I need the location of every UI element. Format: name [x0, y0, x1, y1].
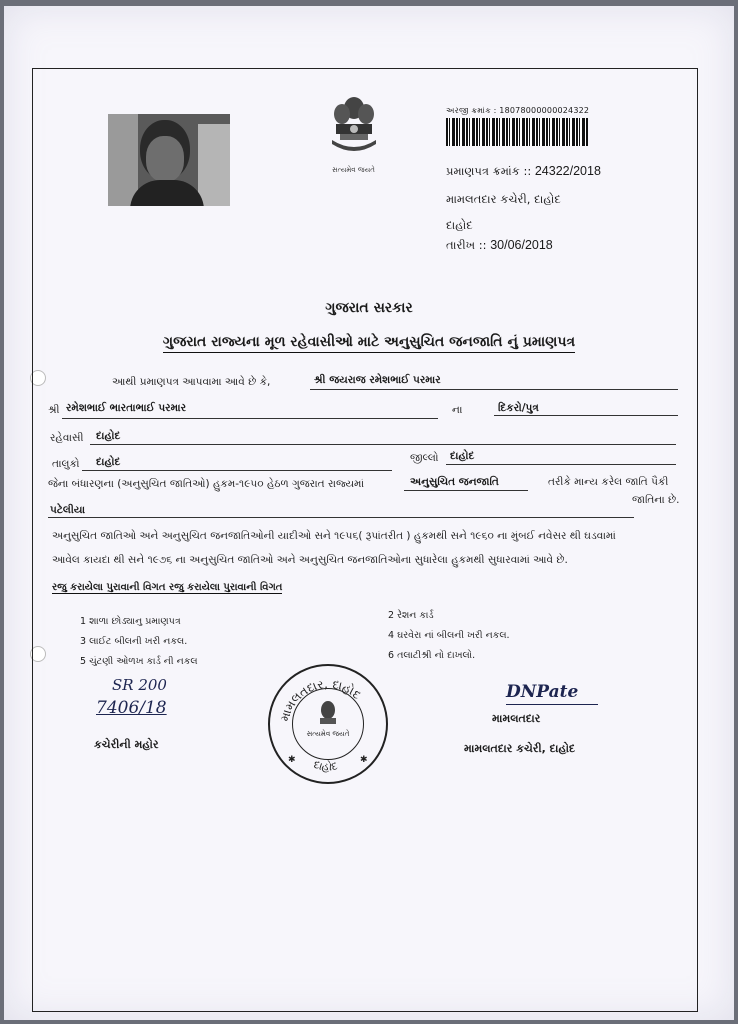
issuing-place: દાહોદ — [446, 218, 473, 232]
shri-label: શ્રી — [48, 404, 60, 416]
handwritten-register-note: SR 200 — [112, 676, 167, 694]
issue-date-label: તારીખ :: — [446, 238, 487, 252]
evidence-item: 4 ઘરવેરા નાં બીલની ખરી નકલ. — [388, 630, 510, 641]
seal-top-text: મામલતદાર, દાહોદ — [277, 676, 364, 723]
relation: દિકરો/પુત્ર — [498, 402, 539, 414]
application-number: અરજી ક્રમાંક : 18078000000024322 — [446, 106, 590, 115]
certificate-number-label: પ્રમાણપત્ર ક્રમાંક :: — [446, 164, 532, 178]
recognized-text: તરીકે માન્ય કરેલ જાતિ પૈકી — [548, 476, 669, 488]
officer-signature: DNPate — [506, 682, 579, 702]
emblem-caption: સત્યમેવ જયતે — [332, 166, 375, 174]
issuing-office: મામલતદાર કચેરી, દાહોદ — [446, 192, 561, 206]
order-text: જેના બંધારણના (અનુસુચિત જાતિઓ) હુકમ-૧૯૫૦ હેઠળ ગુજરાત રાજ્યમાં — [48, 478, 365, 490]
barcode — [446, 118, 588, 146]
legal-paragraph-line-1: અનુસુચિત જાતિઓ અને અનુસુચિત જનજાતિઓની યાદીઓ સને ૧૯૫૬( રૂપાંતરીત ) હુકમથી સને ૧૯૬૦ ના મુંબઈ નવેસર થી ઘડવામાં — [52, 530, 616, 542]
applicant-photo — [108, 114, 230, 206]
evidence-item: 6 તલાટીશ્રી નો દાખલો. — [388, 650, 476, 661]
na-label: ના — [452, 404, 463, 416]
svg-text:દાહોદ — [312, 758, 339, 774]
intro-text: આથી પ્રમાણપત્ર આપવામા આવે છે કે, — [112, 376, 271, 388]
issue-date-row — [446, 238, 553, 253]
category-value: અનુસુચિત જનજાતિ — [410, 476, 499, 488]
issue-date: 30/06/2018 — [490, 238, 553, 252]
certificate-title: ગુજરાત રાજ્યના મૂળ રહેવાસીઓ માટે અનુસુચિત જનજાતિ નું પ્રમાણપત્ર — [0, 334, 738, 350]
evidence-heading: રજુ કરાયેલા પુરાવાની વિગત રજુ કરાયેલા પુરાવાની વિગત — [52, 582, 283, 593]
caste-suffix: જાતિના છે. — [632, 494, 680, 506]
office-seal-label: કચેરીની મહોર — [94, 738, 159, 751]
evidence-item: 2 રેશન કાર્ડ — [388, 610, 434, 621]
evidence-item: 5 ચુંટણી ઓળખ કાર્ડ ની નકલ — [80, 656, 198, 667]
certificate-number: 24322/2018 — [534, 164, 601, 178]
resident-value: દાહોદ — [96, 430, 121, 442]
father-name: રમેશભાઈ ભારતાભાઈ પરમાર — [66, 402, 186, 414]
official-seal — [268, 664, 388, 784]
national-emblem-icon — [326, 92, 382, 164]
caste-value: પટેલીયા — [50, 504, 86, 516]
evidence-item: 1 શાળા છોડ્યાનુ પ્રમાણપત્ર — [80, 616, 181, 627]
government-title: ગુજરાત સરકાર — [325, 300, 413, 316]
district-value: દાહોદ — [450, 450, 475, 462]
applicant-name: શ્રી જયરાજ રમેશભાઈ પરમાર — [314, 374, 441, 386]
officer-office: મામલતદાર કચેરી, દાહોદ — [464, 742, 576, 755]
taluka-value: દાહોદ — [96, 456, 121, 468]
evidence-item: 3 લાઈટ બીલની ખરી નકલ. — [80, 636, 188, 647]
taluka-label: તાલુકો — [52, 458, 80, 470]
legal-paragraph-line-2: આવેલ કાયદા થી સને ૧૯૭૬ ના અનુસુચિત જાતિઓ અને અનુસુચિત જનજાતિઓના સુધારેલા હુકમથી સુધારવામાં આવે છે. — [52, 554, 568, 566]
svg-text:✱: ✱ — [288, 755, 296, 765]
handwritten-register-number: 7406/18 — [96, 698, 167, 718]
svg-text:મામલતદાર, દાહોદ — [278, 677, 364, 723]
district-label: જીલ્લો — [410, 452, 439, 464]
svg-text:✱: ✱ — [360, 755, 368, 765]
seal-center-text: સત્યમેવ જયતે — [306, 730, 350, 738]
certificate-number-row — [446, 164, 601, 179]
seal-bottom-text: દાહોદ — [312, 757, 339, 774]
resident-label: રહેવાસી — [50, 432, 84, 444]
officer-title: મામલતદાર — [492, 712, 541, 725]
